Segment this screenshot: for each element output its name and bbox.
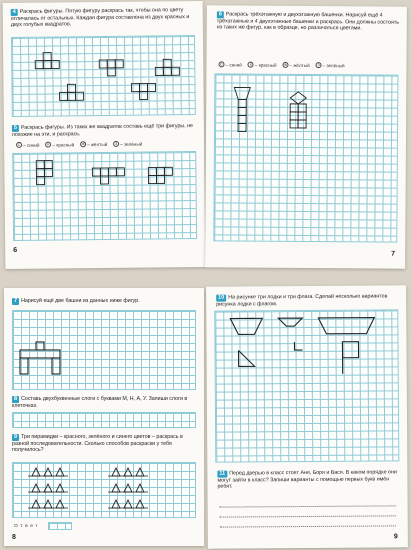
task-5 (12, 123, 198, 138)
grid-task-8[interactable] (12, 412, 196, 428)
hexagon-roof (290, 92, 306, 104)
legend-item: С – синий (220, 61, 242, 68)
square-cell (139, 84, 147, 92)
square-cell (68, 92, 76, 100)
page-number: 6 (13, 246, 18, 254)
page-number: 7 (391, 250, 396, 258)
task-number: 4 (11, 9, 18, 16)
task-number: 5 (12, 125, 19, 132)
answer-line[interactable] (220, 515, 396, 517)
square-cell (60, 92, 68, 100)
page-8 (4, 288, 204, 546)
answer-label: Ответ (14, 524, 41, 529)
answer-line[interactable] (220, 525, 396, 527)
task-number: 10 (216, 295, 226, 302)
square-cell (43, 61, 51, 69)
legend-item: З – зелёный (317, 62, 345, 68)
task-4-figures (11, 35, 196, 117)
task-text: Раскрась фигуры. Из таких же квадратов составь ещё три фигуры, не похожие на эти, и раскрась. (11, 123, 194, 138)
task-text: Составь двухбуквенные слоги с буквами М, Н, А, У. Запиши слоги в клеточках. (12, 396, 188, 409)
square-cell (140, 92, 148, 100)
task-9-pyramids (12, 462, 196, 518)
color-circle-icon: С (17, 142, 21, 147)
task-text: Раскрась фигуры. Пятую фигуру раскрась так, чтобы она по цвету отличалась от остальных. Каждая фигура составлена из двух красных и двух голубых квадратов. (10, 7, 190, 29)
task-number: 8 (14, 396, 18, 402)
trapezoid-roof (234, 87, 250, 99)
answer-box[interactable] (48, 522, 72, 530)
task-text: Нарисуй ещё две башни из данных ниже фигур. (21, 298, 140, 304)
top-spread (0, 0, 412, 272)
task-number: 9 (14, 434, 18, 440)
color-circle-icon: С (220, 62, 223, 67)
boat-shape (278, 318, 302, 326)
square-cell (163, 67, 171, 75)
square-cell (171, 67, 179, 75)
color-circle-icon: З (115, 141, 118, 146)
task-8 (12, 396, 198, 409)
task-7-tower (12, 310, 196, 390)
square-cell (99, 60, 107, 68)
square-cell (35, 61, 43, 69)
color-circle-icon: Ж (283, 62, 288, 67)
square-cell (51, 60, 59, 68)
boat-shape (318, 318, 374, 334)
page-9 (206, 285, 408, 548)
flag-shape (239, 350, 255, 366)
color-circle-icon: Ж (81, 142, 85, 147)
color-legend (16, 141, 142, 148)
task-4 (11, 7, 197, 29)
color-legend (218, 61, 344, 68)
task-9 (12, 434, 198, 454)
square-cell (107, 68, 115, 76)
legend-item: К – красный (47, 141, 75, 148)
legend-item: Ж – жёлтый (81, 141, 108, 147)
square-cell (155, 67, 163, 75)
flag-shape (342, 342, 358, 358)
legend-item: К – красный (249, 62, 277, 68)
color-circle-icon: К (47, 142, 50, 147)
legend-item: С – синий (17, 142, 40, 148)
flag-shape (294, 342, 302, 350)
answer-line[interactable] (220, 505, 396, 507)
task-number: 11 (217, 471, 227, 478)
task-text: Три пирамидки – красного, зелёного и синего цветов – раскрась в разной последовательности. Сколько способов раскраски у тебя получилось? (12, 434, 183, 454)
square-cell (115, 60, 123, 68)
page-number: 8 (12, 534, 16, 541)
square-cell (107, 60, 115, 68)
page-number: 9 (393, 533, 398, 541)
task-11 (217, 469, 401, 490)
color-circle-icon: З (317, 63, 320, 68)
boat-shape (230, 318, 262, 334)
task-7 (12, 298, 198, 305)
task-number: 6 (217, 11, 224, 18)
square-cell (76, 92, 84, 100)
square-cell (67, 84, 75, 92)
task-10-boats-flags (214, 309, 399, 462)
task-6 (217, 11, 401, 32)
task-text: Раскрась трёхэтажную и двухэтажную башенки. Нарисуй ещё 4 трёхэтажные и 4 двухэтажные башенки и раскрась. Они должны состоять из таких же фигур, как в образце, но различаться цветами. (216, 11, 400, 32)
page-6 (3, 1, 206, 269)
legend-item: З – зелёный (115, 141, 143, 147)
color-circle-icon: К (249, 62, 252, 67)
square-cell (43, 53, 51, 61)
bottom-spread (0, 284, 412, 550)
legend-item: Ж – жёлтый (283, 62, 310, 68)
square-cell (147, 83, 155, 91)
task-5-figures (12, 151, 197, 241)
square-cell (163, 59, 171, 67)
task-10 (216, 293, 400, 308)
task-text: Перед дверью в класс стоят Аня, Боря и Вася. В каком порядке они могут зайти в класс? Запиши варианты с помощью первых букв имён ребят. (217, 469, 397, 491)
page-7 (205, 5, 407, 268)
square-cell (131, 84, 139, 92)
task-6-towers (213, 73, 398, 242)
task-number: 7 (14, 298, 18, 304)
task-text: На рисунке три лодки и три флага. Сделай несколько вариантов рисунка лодки с флагом. (216, 293, 388, 308)
